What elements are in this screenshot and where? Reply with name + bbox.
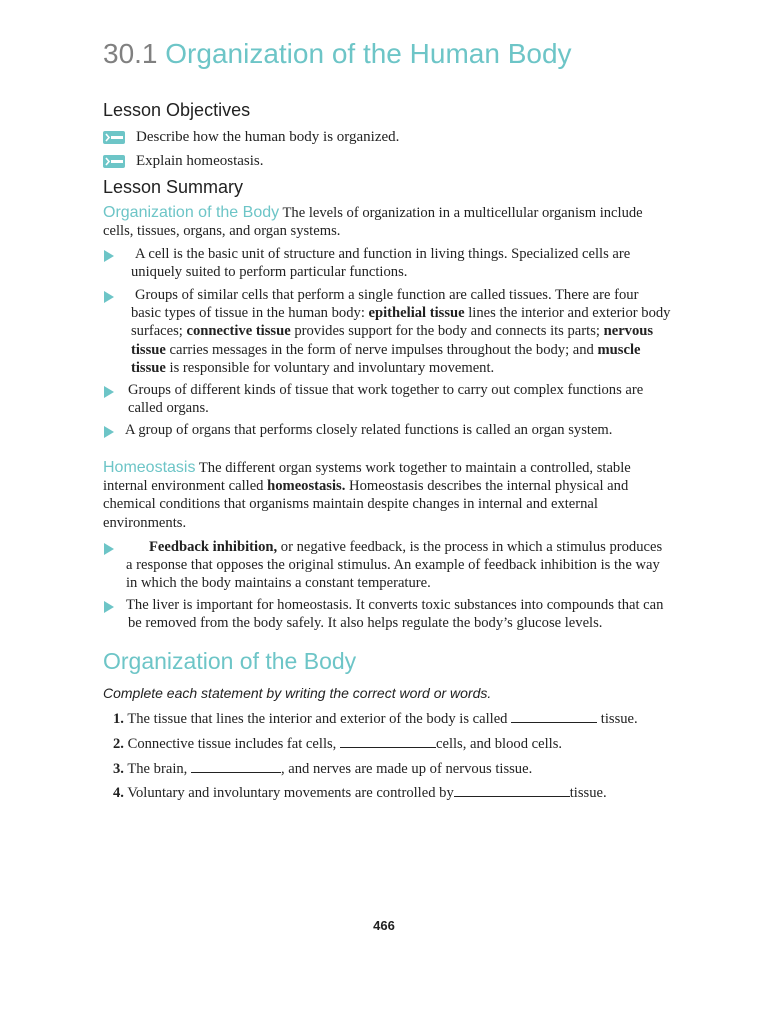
tissue-text-5: is responsible for voluntary and involuntary movement. [165,359,495,376]
bullet-arrow-icon [104,291,114,303]
section-number: 30.1 [103,38,158,69]
organization-lead: Organization of the Body [103,204,280,221]
bullet-tissues [131,286,671,377]
objectives-heading: Lesson Objectives [103,100,251,120]
answer-blank[interactable] [511,709,597,723]
question-number: 1. [113,711,124,727]
term-connective: connective tissue [186,323,291,340]
question-text-end: tissue. [569,785,607,801]
question-number: 2. [113,736,124,752]
question-2 [113,734,562,753]
bullet-organs: Groups of different kinds of tissue that work together to carry out complex functions are called organs. [128,382,644,417]
term-homeostasis: homeostasis. [267,478,346,495]
bullet-organ-system: A group of organs that performs closely related functions is called an organ system. [125,422,613,438]
bullet-arrow-icon [104,386,114,398]
page-number: 466 [373,918,395,933]
question-1 [113,709,638,728]
bullet-arrow-icon [104,543,114,555]
question-number: 4. [113,785,124,801]
tissue-text-4: carries messages in the form of nerve impulses throughout the body; and [165,341,598,358]
question-text: Voluntary and involuntary movements are controlled by [127,785,454,801]
question-text-end: tissue. [597,711,638,727]
summary-heading: Lesson Summary [103,177,244,197]
page-title [103,38,572,70]
section-title: Organization of the Human Body [165,38,572,69]
organization-text: The levels of organization in a multicellular organism include cells, tissues, organs, and organ systems. [103,205,643,240]
feedback-text: or negative feedback, is the process in which a stimulus produces a response that opposes the original stimulus. An example of feedback inhibition is the way in which the body maintains a constant temperature. [126,539,663,592]
bullet-arrow-icon [104,601,114,613]
objective-text: Explain homeostasis. [136,153,264,169]
bullet-arrow-icon [104,250,114,262]
question-text-end: , and nerves are made up of nervous tissue. [280,761,533,777]
bullet-liver: The liver is important for homeostasis. It converts toxic substances into compounds that can be removed from the body safely. It also helps regulate the body’s glucose levels. [126,597,664,632]
question-4 [113,783,607,802]
objective-text: Describe how the human body is organized. [136,129,400,145]
term-nervous: nervous tissue [131,323,654,358]
objective-icon [103,155,125,168]
objective-icon [103,131,125,144]
homeostasis-text-2: Homeostasis describes the internal physical and chemical conditions that organisms maintain despite changes in internal and external environments. [103,478,629,531]
term-epithelial: epithelial tissue [368,305,465,322]
question-number: 3. [113,761,124,777]
bullet-feedback [126,538,666,593]
answer-blank[interactable] [340,734,436,748]
tissue-text-3: provides support for the body and connects its parts; [290,323,604,340]
question-text: Connective tissue includes fat cells, [127,736,340,752]
question-3 [113,759,532,778]
bullet-cells: A cell is the basic unit of structure and function in living things. Specialized cells are uniquely suited to perform particular functions. [131,246,631,281]
question-text-end: cells, and blood cells. [435,736,563,752]
homeostasis-paragraph [103,459,663,532]
term-muscle: muscle tissue [131,341,641,376]
organization-paragraph [103,204,663,240]
exercise-instructions: Complete each statement by writing the correct word or words. [103,685,492,701]
question-text: The tissue that lines the interior and exterior of the body is called [127,711,512,727]
bullet-arrow-icon [104,426,114,438]
homeostasis-text-1: The different organ systems work together to maintain a controlled, stable internal environment called [103,460,631,495]
tissue-text-1: Groups of similar cells that perform a single function are called tissues. There are four basic types of tissue in the human body: [131,287,639,322]
answer-blank[interactable] [191,759,281,773]
exercise-heading: Organization of the Body [103,648,357,674]
homeostasis-lead: Homeostasis [103,459,196,476]
answer-blank[interactable] [454,783,570,797]
tissue-text-2: lines the interior and exterior body surfaces; [131,305,671,340]
term-feedback-inhibition: Feedback inhibition, [149,539,278,555]
question-text: The brain, [127,761,191,777]
